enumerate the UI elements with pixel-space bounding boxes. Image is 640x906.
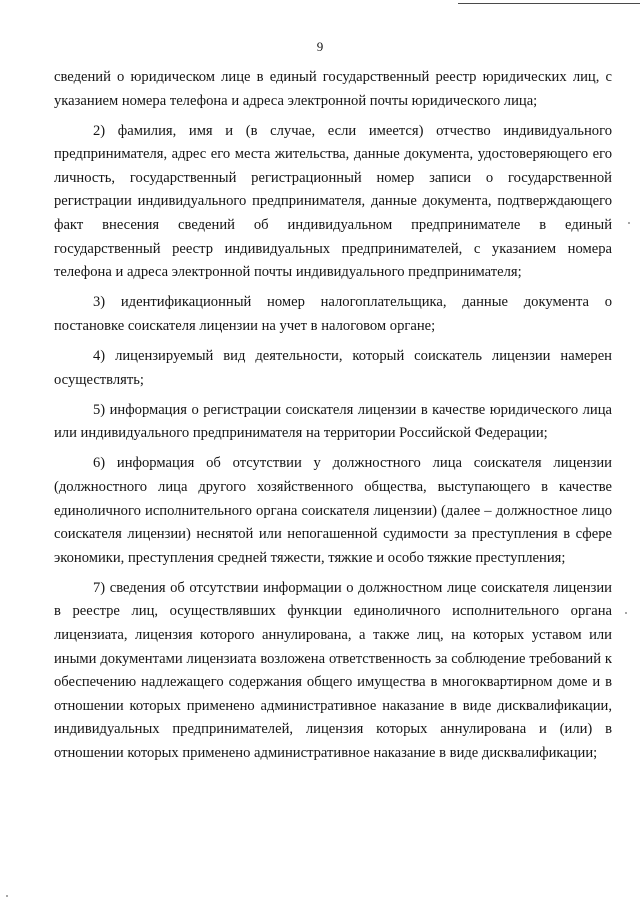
- paragraph-item-3: 3) идентификационный номер налогоплательщика, данные документа о постановке соискателя лицензии на учет в налоговом органе;: [54, 294, 612, 334]
- page-number: 9: [316, 39, 324, 54]
- scan-speck: [6, 895, 8, 897]
- scan-speck: [625, 612, 627, 614]
- paragraph-continuation: сведений о юридическом лице в единый государственный реестр юридических лиц, с указанием номера телефона и адреса электронной почты юридического лица;: [54, 69, 612, 109]
- paragraph-item-4: 4) лицензируемый вид деятельности, который соискатель лицензии намерен осуществлять;: [54, 348, 612, 388]
- paragraph-item-5: 5) информация о регистрации соискателя лицензии в качестве юридического лица или индивидуального предпринимателя на территории Российской Федерации;: [54, 401, 612, 442]
- top-edge-rule: [458, 3, 640, 4]
- paragraph-item-7: 7) сведения об отсутствии информации о должностном лице соискателя лицензии в реестре лиц, осуществлявших функции единоличного исполнительного органа лицензиата, лицензия которого аннулирована, а также лиц, на которых уставом или иными документами лицензиата возложена ответственность за соблюдение требований к обеспечению надлежащего содержания общего имущества в многоквартирном доме и в отношении которых применено административное наказание в виде дисквалификации, индивидуальных предпринимателей, лицензия которых аннулирована и (или) в отношении которых применено административное наказание в виде дисквалификации;: [54, 579, 612, 762]
- paragraph-item-2: 2) фамилия, имя и (в случае, если имеется) отчество индивидуального предпринимателя, адрес его места жительства, данные документа, удостоверяющего его личность, государственный регистрационный номер записи о государственной регистрации индивидуального предпринимателя, данные документа, подтверждающего факт внесения сведений об индивидуальном предпринимателе в единый государственный реестр индивидуальных предпринимателей, с указанием номера телефона и адреса электронной почты индивидуального предпринимателя;: [54, 122, 612, 281]
- document-body: [54, 66, 612, 766]
- paragraph-item-6: 6) информация об отсутствии у должностного лица соискателя лицензии (должностного лица другого хозяйственного общества, выступающего в качестве единоличного исполнительного органа соискателя лицензии) (далее – должностное лицо соискателя лицензии) неснятой или непогашенной судимости за преступления в сфере экономики, преступления средней тяжести, тяжкие и особо тяжкие преступления;: [54, 455, 612, 566]
- scan-speck: [628, 222, 630, 224]
